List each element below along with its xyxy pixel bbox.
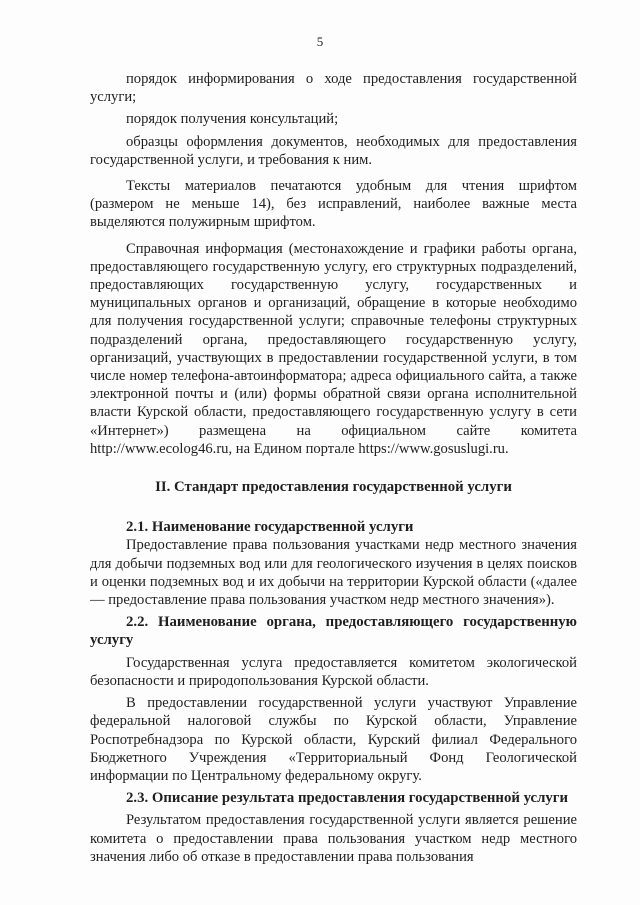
paragraph-2-2-b: В предоставлении государственной услуги участвуют Управление федеральной налоговой службы по Курской области, Управление Роспотребнадзора по Курской области, Курский филиал Федерального Бюджетного Учреждения «Территориальный Фонд Геологической информации по Центральному федеральному округу. <box>90 695 577 784</box>
paragraph-2-2-a: Государственная услуга предоставляется комитетом экологической безопасности и природопользования Курской области. <box>90 654 577 689</box>
paragraph-document-samples: образцы оформления документов, необходимых для предоставления государственной услуги, и требования к ним. <box>90 133 577 168</box>
page-number: 5 <box>316 34 324 49</box>
section-title: II. Стандарт предоставления государственной услуги <box>155 479 512 496</box>
heading-2-1: 2.1. Наименование государственной услуги <box>126 519 414 536</box>
paragraph-2-1: Предоставление права пользования участками недр местного значения для добычи подземных вод или для геологического изучения в целях поисков и оценки подземных вод и их добычи на территории Курской области («далее — предоставление права пользования участком недр местного значения»). <box>90 537 577 609</box>
heading-2-2: 2.2. Наименование органа, предоставляющего государственную услугу <box>90 614 577 649</box>
paragraph-2-3: Результатом предоставления государственной услуги является решение комитета о предоставлении права пользования участком недр местного значения либо об отказе в предоставлении права пользования <box>90 812 577 865</box>
page-body <box>90 70 577 866</box>
paragraph-font-requirements: Тексты материалов печатаются удобным для чтения шрифтом (размером не меньше 14), без исправлений, наиболее важные места выделяются полужирным шрифтом. <box>90 178 577 231</box>
paragraph-consultations: порядок получения консультаций; <box>126 111 339 128</box>
paragraph-reference-info: Справочная информация (местонахождение и графики работы органа, предоставляющего государственную услугу, его структурных подразделений, предоставляющих государственную услугу, государственных и муниципальных органов и организаций, обращение в которые необходимо для получения государственной услуги; справочные телефоны структурных подразделений органа, предоставляющего государственную услугу, организаций, участвующих в предоставлении государственной услуги, в том числе номер телефона-автоинформатора; адреса официального сайта, а также электронной почты и (или) формы обратной связи органа исполнительной власти Курской области, предоставляющего государственную услугу в сети «Интернет») размещена на официальном сайте комитета http://www.ecolog46.ru, на Едином портале https://www.gosuslugi.ru. <box>90 240 577 457</box>
paragraph-info-progress: порядок информирования о ходе предоставления государственной услуги; <box>90 71 577 106</box>
heading-2-3: 2.3. Описание результата предоставления государственной услуги <box>126 790 569 807</box>
